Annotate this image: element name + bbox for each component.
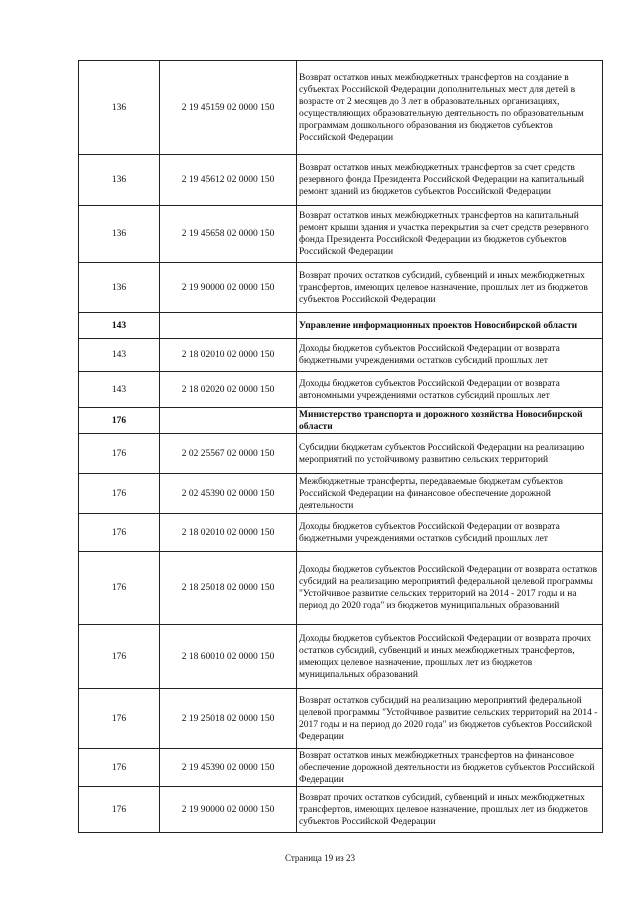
budget-classification-code-cell: 2 18 02010 02 0000 150: [160, 339, 297, 372]
admin-code-cell: 176: [79, 689, 160, 749]
income-description-cell: Доходы бюджетов субъектов Российской Федерации от возврата прочих остатков субсидий, субвенций и иных межбюджетных трансфертов, имеющих целевое назначение, прошлых лет из бюджетов муниципальных образований: [297, 625, 603, 689]
admin-code-cell: 136: [79, 155, 160, 206]
table-row: [79, 552, 603, 625]
table-row: [79, 61, 603, 155]
table-row: [79, 787, 603, 833]
income-description-cell: Доходы бюджетов субъектов Российской Федерации от возврата остатков субсидий на реализацию мероприятий федеральной целевой программы "Устойчивое развитие сельских территорий на 2014 - 2017 годы и на период до 2020 года" из бюджетов муниципальных образований: [297, 552, 603, 625]
table-row: [79, 339, 603, 372]
admin-code-cell: 136: [79, 263, 160, 313]
table-row: [79, 434, 603, 474]
budget-classification-code-cell: [160, 408, 297, 434]
income-description-cell: Доходы бюджетов субъектов Российской Федерации от возврата автономными учреждениями остатков субсидий прошлых лет: [297, 372, 603, 408]
budget-classification-code-cell: 2 19 45612 02 0000 150: [160, 155, 297, 206]
page-footer: Страница 19 из 23: [285, 853, 355, 863]
income-description-cell: Доходы бюджетов субъектов Российской Федерации от возврата бюджетными учреждениями остатков субсидий прошлых лет: [297, 339, 603, 372]
income-description-cell: Возврат остатков иных межбюджетных трансфертов за счет средств резервного фонда Президента Российской Федерации на капитальный ремонт зданий из бюджетов субъектов Российской Федерации: [297, 155, 603, 206]
income-description-cell: Возврат остатков иных межбюджетных трансфертов на финансовое обеспечение дорожной деятельности из бюджетов субъектов Российской Федерации: [297, 749, 603, 787]
budget-classification-code-cell: 2 18 25018 02 0000 150: [160, 552, 297, 625]
table-row: [79, 514, 603, 552]
budget-classification-code-cell: 2 18 02020 02 0000 150: [160, 372, 297, 408]
admin-code-cell: 176: [79, 474, 160, 514]
budget-codes-table: [78, 60, 603, 833]
income-description-cell: Возврат остатков иных межбюджетных трансфертов на создание в субъектах Российской Федерации дополнительных мест для детей в возрасте от 2 месяцев до 3 лет в образовательных организациях, осуществляющих образовательную деятельность по образовательным программам дошкольного образования из бюджетов субъектов Российской Федерации: [297, 61, 603, 155]
admin-code-cell: 176: [79, 787, 160, 833]
table-row: [79, 689, 603, 749]
income-description-cell: Возврат остатков субсидий на реализацию мероприятий федеральной целевой программы "Устойчивое развитие сельских территорий на 2014 - 2017 годы и на период до 2020 года" из бюджетов субъектов Российской Федерации: [297, 689, 603, 749]
budget-classification-code-cell: 2 19 45658 02 0000 150: [160, 206, 297, 263]
admin-code-cell: 176: [79, 749, 160, 787]
table-row: [79, 372, 603, 408]
budget-classification-code-cell: 2 19 90000 02 0000 150: [160, 263, 297, 313]
income-description-cell: Возврат прочих остатков субсидий, субвенций и иных межбюджетных трансфертов, имеющих целевое назначение, прошлых лет из бюджетов субъектов Российской Федерации: [297, 787, 603, 833]
admin-code-cell: 176: [79, 514, 160, 552]
income-description-cell: Субсидии бюджетам субъектов Российской Федерации на реализацию мероприятий по устойчивому развитию сельских территорий: [297, 434, 603, 474]
admin-code-cell: 136: [79, 61, 160, 155]
admin-code-cell: 143: [79, 372, 160, 408]
admin-code-cell: 176: [79, 625, 160, 689]
budget-classification-code-cell: 2 19 45390 02 0000 150: [160, 749, 297, 787]
admin-code-cell: 143: [79, 339, 160, 372]
table-row: [79, 408, 603, 434]
admin-code-cell: 176: [79, 434, 160, 474]
income-description-cell: Межбюджетные трансферты, передаваемые бюджетам субъектов Российской Федерации на финансовое обеспечение дорожной деятельности: [297, 474, 603, 514]
table-row: [79, 155, 603, 206]
income-description-cell: Управление информационных проектов Новосибирской области: [297, 313, 603, 339]
income-description-cell: Возврат остатков иных межбюджетных трансфертов на капитальный ремонт крыши здания и участка перекрытия за счет средств резервного фонда Президента Российской Федерации из бюджетов субъектов Российской Федерации: [297, 206, 603, 263]
admin-code-cell: 136: [79, 206, 160, 263]
admin-code-cell: 176: [79, 552, 160, 625]
income-description-cell: Министерство транспорта и дорожного хозяйства Новосибирской области: [297, 408, 603, 434]
table-row: [79, 263, 603, 313]
budget-classification-code-cell: 2 19 90000 02 0000 150: [160, 787, 297, 833]
table-row: [79, 474, 603, 514]
budget-classification-code-cell: [160, 313, 297, 339]
budget-classification-code-cell: 2 19 45159 02 0000 150: [160, 61, 297, 155]
budget-classification-code-cell: 2 18 60010 02 0000 150: [160, 625, 297, 689]
budget-classification-code-cell: 2 19 25018 02 0000 150: [160, 689, 297, 749]
table-row: [79, 749, 603, 787]
budget-classification-code-cell: 2 02 45390 02 0000 150: [160, 474, 297, 514]
admin-code-cell: 176: [79, 408, 160, 434]
table-row: [79, 625, 603, 689]
budget-classification-code-cell: 2 02 25567 02 0000 150: [160, 434, 297, 474]
table-row: [79, 206, 603, 263]
table-row: [79, 313, 603, 339]
income-description-cell: Доходы бюджетов субъектов Российской Федерации от возврата бюджетными учреждениями остатков субсидий прошлых лет: [297, 514, 603, 552]
table-body: [79, 61, 603, 833]
budget-classification-code-cell: 2 18 02010 02 0000 150: [160, 514, 297, 552]
admin-code-cell: 143: [79, 313, 160, 339]
income-description-cell: Возврат прочих остатков субсидий, субвенций и иных межбюджетных трансфертов, имеющих целевое назначение, прошлых лет из бюджетов субъектов Российской Федерации: [297, 263, 603, 313]
